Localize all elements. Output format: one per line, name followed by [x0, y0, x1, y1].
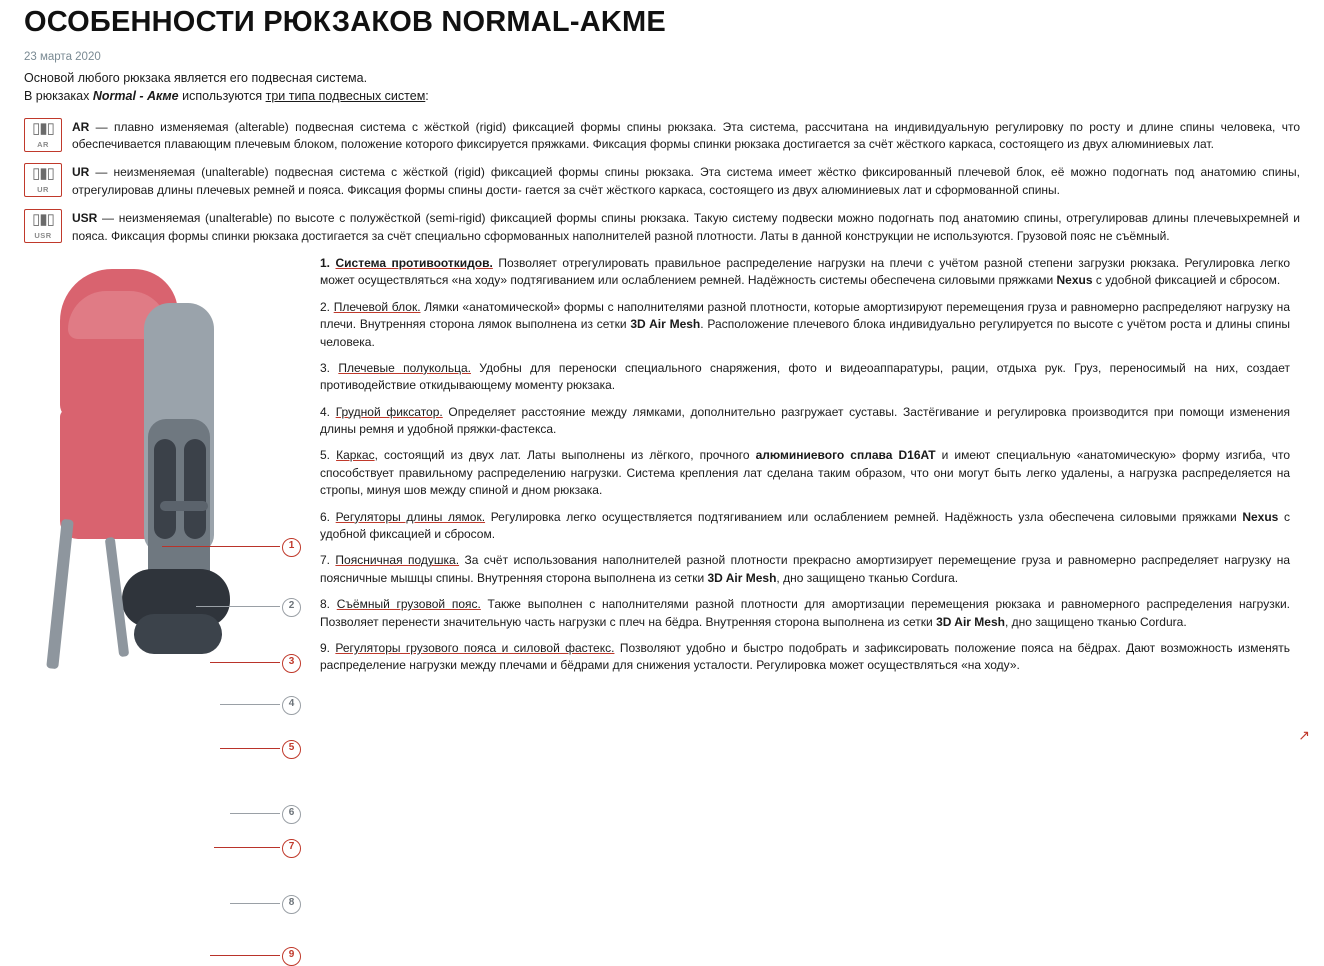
feature-number-5: 5.: [320, 448, 331, 463]
feature-name-1[interactable]: Система противооткидов.: [335, 255, 493, 270]
backpack-illustration: [52, 269, 227, 689]
feature-name-4[interactable]: Грудной фиксатор.: [335, 404, 443, 419]
feature-item-9: [320, 640, 1290, 675]
hip-belt-lower: [134, 614, 222, 654]
feature-number-9: 9.: [320, 640, 331, 655]
feature-tail-7: , дно защищено тканью Cordura.: [776, 570, 959, 585]
system-text-ur: — неизменяемая (unalterable) подвесная система с жёсткой (rigid) фиксацией формы спины рюкзака. Эта система имеет жёстко фиксированный плечевой блок, её можно подогнать под анатомию спины, отрегулировав длины плечевых ремней и пояса. Фиксация формы спины дости- гается за счёт жёсткого каркаса, состоящего из двух алюминиевых лат и сформованной спины.: [72, 165, 1300, 197]
marker-4[interactable]: 4: [282, 696, 301, 715]
side-strap-left: [46, 519, 74, 669]
leader-line-7: [214, 847, 280, 848]
feature-bold-7: 3D Air Mesh: [707, 570, 777, 585]
marker-7[interactable]: 7: [282, 839, 301, 858]
system-label-ar: AR: [72, 119, 90, 134]
document-page: [0, 6, 1324, 960]
system-icon-code-ar: AR: [37, 139, 49, 149]
system-text-ar: — плавно изменяемая (alterable) подвесная система с жёсткой (rigid) фиксацией формы спины рюкзака. Эта система, рассчитана на индивидуальную регулировку по росту и длине спины человека, что обеспечивается плавающим плечевым блоком, положение которого фиксируется пряжками. Фиксация формы спинки рюкзака достигается за счёт жёсткого каркаса, состоящего из двух алюминиевых лат.: [72, 119, 1300, 151]
feature-tail-1: с удобной фиксацией и сбросом.: [1092, 273, 1281, 288]
feature-text-3: Удобны для переноски специального снаряжения, фото и видеоаппаратуры, рации, отдыха рук. Груз, переносимый на них, создает противодействие откидывающему моменту рюкзака.: [320, 360, 1290, 393]
system-icon-code-usr: USR: [34, 231, 52, 241]
feature-number-8: 8.: [320, 597, 331, 612]
feature-number-3: 3.: [320, 360, 331, 375]
system-text-usr: — неизменяемая (unalterable) по высоте с полужёсткой (semi-rigid) фиксацией формы спины рюкзака. Такую систему подвески можно подогнать под анатомию спины, отрегулировав длины плечевыхремней и пояса. Фиксация формы спинки рюкзака достигается за счёт специально сформованных наполнителей разной плотности. Латы в данной конструкции не используются. Грузовой пояс не съёмный.: [72, 211, 1300, 243]
feature-bold-6: Nexus: [1242, 509, 1279, 524]
leader-line-8: [230, 903, 280, 904]
feature-text-1: Позволяет отрегулировать правильное распределение нагрузки на плечи с учётом разной степени загрузки рюкзака. Регулировка легко может осуществляться «на ходу» подтягиванием или ослаблением ремней. Надёжность системы обеспечена силовыми пряжками: [320, 255, 1290, 288]
leader-line-9: [210, 955, 280, 956]
backpack-icon: [24, 118, 62, 152]
backpack-diagram: [24, 255, 314, 960]
shoulder-pad-left: [154, 439, 176, 539]
feature-bold-5: алюминиевого сплава D16AT: [755, 448, 936, 463]
backpack-icon: [24, 209, 62, 243]
feature-bold-2: 3D Air Mesh: [630, 317, 701, 332]
feature-text-5: , состоящий из двух лат. Латы выполнены из лёгкого, прочного: [374, 448, 756, 463]
intro-middle: используются: [178, 89, 266, 104]
brand-name: Normal - Акме: [92, 89, 179, 104]
leader-line-2: [196, 606, 280, 607]
publish-date: 23 марта 2020: [24, 51, 101, 64]
suspension-systems-list: [24, 118, 1300, 245]
system-description-ar: [72, 118, 1300, 154]
leader-line-5: [220, 748, 280, 749]
resize-handle-icon[interactable]: ↗: [1298, 727, 1310, 743]
feature-number-6: 6.: [320, 509, 331, 524]
feature-number-1: 1.: [320, 255, 331, 270]
system-label-ur: UR: [72, 165, 90, 180]
chest-strap: [160, 501, 208, 511]
feature-name-7[interactable]: Поясничная подушка.: [335, 553, 460, 568]
system-description-usr: [72, 209, 1300, 245]
shoulder-pad-right: [184, 439, 206, 539]
leader-line-6: [230, 813, 280, 814]
feature-item-6: [320, 509, 1290, 544]
system-description-ur: [72, 163, 1300, 199]
feature-tail-2: . Расположение плечевого блока индивидуально регулируется по высоте с учётом роста и длины спины человека.: [320, 317, 1290, 349]
backpack-icon: [24, 163, 62, 197]
feature-item-5: [320, 447, 1290, 499]
feature-text-2: Лямки «анатомической» формы с наполнителями разной плотности, которые амортизируют перемещения груза и равномерно распределяют нагрузку на плечи. Внутренняя сторона лямок выполнена из сетки: [320, 299, 1290, 332]
feature-text-9: Позволяют удобно и быстро подобрать и зафиксировать положение пояса на бёдрах. Дают возможность изменять распределение нагрузки между плечами и бёдрами для снижения усталости. Регулировка может осуществляться «на ходу».: [320, 640, 1291, 673]
marker-9[interactable]: 9: [282, 947, 301, 966]
intro-line-1: Основой любого рюкзака является его подвесная система.: [24, 71, 368, 86]
feature-item-8: [320, 596, 1290, 631]
system-row-ar: [24, 118, 1300, 154]
marker-6[interactable]: 6: [282, 805, 301, 824]
feature-name-9[interactable]: Регуляторы грузового пояса и силовой фастекс.: [335, 640, 615, 655]
system-row-usr: [24, 209, 1300, 245]
system-icon-code-ur: UR: [37, 185, 49, 195]
leader-line-4: [220, 704, 280, 705]
feature-bold-1: Nexus: [1056, 273, 1093, 288]
feature-number-2: 2.: [320, 299, 331, 314]
feature-name-6[interactable]: Регуляторы длины лямок.: [335, 509, 486, 524]
marker-3[interactable]: 3: [282, 654, 301, 673]
feature-bold-8: 3D Air Mesh: [936, 614, 1005, 629]
marker-1[interactable]: 1: [282, 538, 301, 557]
feature-name-5[interactable]: Каркас: [336, 448, 375, 463]
marker-8[interactable]: 8: [282, 895, 301, 914]
marker-2[interactable]: 2: [282, 598, 301, 617]
main-content: [24, 255, 1300, 960]
feature-item-4: [320, 404, 1290, 439]
intro-suffix: :: [425, 89, 429, 104]
suspension-types-link[interactable]: три типа подвесных систем: [265, 89, 426, 104]
feature-item-3: [320, 360, 1290, 395]
backpack-glyph: ▯▮▯: [32, 211, 54, 229]
feature-text-4: Определяет расстояние между лямками, дополнительно разгружает суставы. Застёгивание и регулировка производится при помощи изменения длины ремня и удобной пряжки-фастекса.: [320, 404, 1290, 437]
feature-name-2[interactable]: Плечевой блок.: [333, 299, 421, 314]
feature-number-4: 4.: [320, 404, 331, 419]
marker-5[interactable]: 5: [282, 740, 301, 759]
page-title: ОСОБЕННОСТИ РЮКЗАКОВ NORMAL-AKME: [24, 6, 666, 38]
intro-prefix: В рюкзаках: [24, 89, 93, 104]
intro-line-2: [24, 87, 1300, 105]
features-list: [314, 255, 1300, 705]
feature-item-2: [320, 299, 1290, 351]
backpack-glyph: ▯▮▯: [32, 119, 54, 137]
leader-line-3: [210, 662, 280, 663]
feature-item-7: [320, 552, 1290, 587]
feature-name-3[interactable]: Плечевые полукольца.: [338, 360, 471, 375]
feature-text-8: Также выполнен с наполнителями разной плотности для амортизации перемещения рюкзака и равномерного распределения нагрузки. Позволяет перенести значительную часть нагрузки с плеч на бёдра. Внутренняя сторона выполнена из сетки: [320, 597, 1291, 629]
feature-number-7: 7.: [320, 553, 331, 568]
feature-name-8[interactable]: Съёмный грузовой пояс.: [336, 597, 481, 612]
backpack-glyph: ▯▮▯: [32, 165, 54, 183]
feature-tail-8: , дно защищено тканью Cordura.: [1004, 614, 1187, 629]
system-row-ur: [24, 163, 1300, 199]
feature-tail-5: и имеют специальную «анатомическую» форму изгиба, что способствует правильному распределению нагрузки. Система крепления лат сделана таким образом, что они могут быть легко удалены, а нагрузка распределяется на стропы, минуя шов между спиной и дном рюкзака.: [320, 448, 1291, 498]
feature-text-7: За счёт использования наполнителей разной плотности прекрасно амортизирует перемещение груза и равномерно распределяет нагрузку на поясничные мышцы спины. Внутренняя сторона выполнена из сетки: [320, 553, 1290, 585]
feature-text-6: Регулировка легко осуществляется подтягиванием или ослаблением ремней. Надёжность узла обеспечена силовыми пряжками: [485, 509, 1243, 524]
feature-tail-6: с удобной фиксацией и сбросом.: [320, 509, 1290, 542]
leader-line-1: [162, 546, 280, 547]
feature-item-1: [320, 255, 1290, 290]
intro-paragraph: [24, 69, 1300, 105]
system-label-usr: USR: [72, 211, 98, 226]
